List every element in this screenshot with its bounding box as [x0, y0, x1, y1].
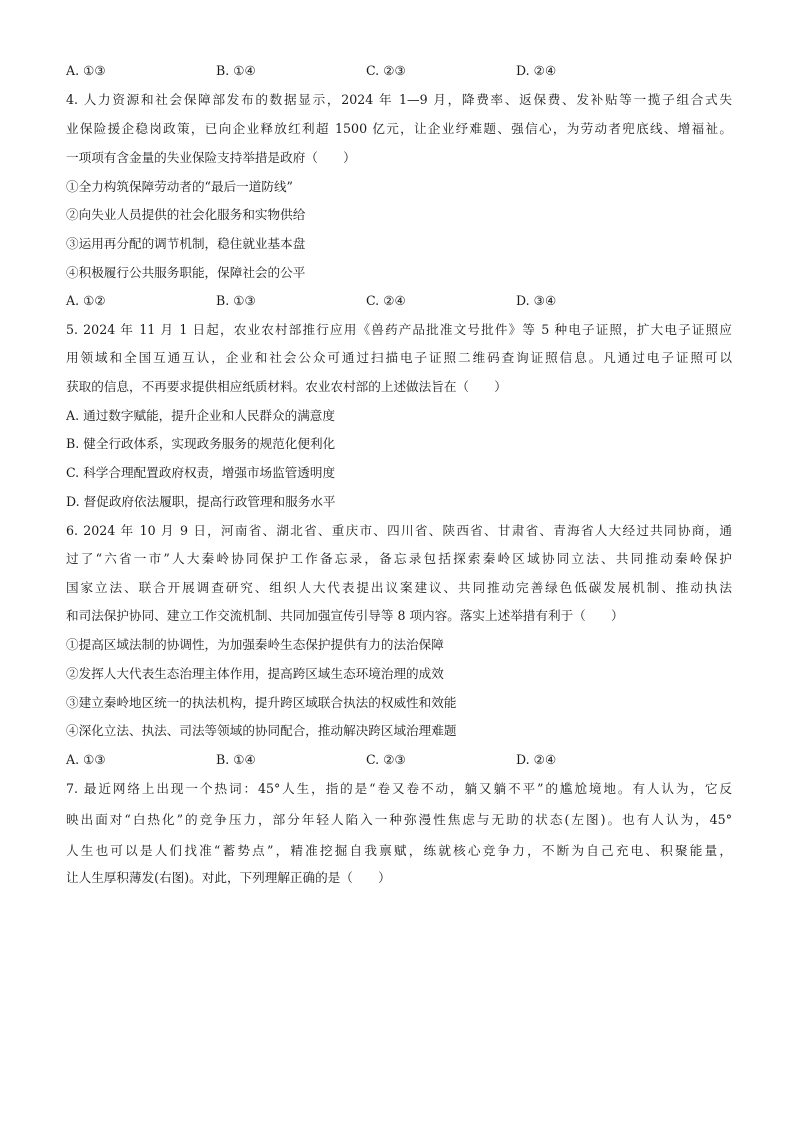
q6-option-a: A. ①③: [66, 752, 106, 767]
q3-option-b: B. ①④: [216, 63, 256, 78]
q3-option-a: A. ①③: [66, 63, 106, 78]
q7-stem-line-1: 7. 最近网络上出现一个热词：45°人生，指的是“卷又卷不动，躺又躺不平”的尴尬境地。有人认为，它反: [66, 781, 732, 796]
q7-stem-line-4: 让人生厚积薄发(右图)。对此，下列理解正确的是（ ）: [66, 870, 391, 885]
q4-stem-line-3: 一项项有含金量的失业保险支持举措是政府（ ）: [66, 150, 356, 165]
q4-statement-1: ①全力构筑保障劳动者的“最后一道防线”: [66, 179, 293, 194]
q5-stem-line-1: 5. 2024 年 11 月 1 日起，农业农村部推行应用《兽药产品批准文号批件》等 5 种电子证照，扩大电子证照应: [66, 322, 732, 337]
q4-option-d: D. ③④: [516, 293, 557, 308]
q4-statement-4: ④积极履行公共服务职能，保障社会的公平: [66, 265, 306, 280]
q4-options: [66, 291, 732, 311]
q5-stem-line-2: 用领域和全国互通互认，企业和社会公众可通过扫描电子证照二维码查询证照信息。凡通过电子证照可以: [66, 350, 732, 365]
q6-statement-4: ④深化立法、执法、司法等领域的协同配合，推动解决跨区域治理难题: [66, 723, 457, 738]
q6-statement-3: ③建立秦岭地区统一的执法机构，提升跨区域联合执法的权威性和效能: [66, 695, 457, 710]
q5-choice-d: D. 督促政府依法履职，提高行政管理和服务水平: [66, 494, 336, 509]
q6-stem-line-3: 国家立法、联合开展调查研究、组织人大代表提出议案建议、共同推动完善绿色低碳发展机制、推动执法: [66, 580, 732, 595]
q6-statement-1: ①提高区域法制的协调性，为加强秦岭生态保护提供有力的法治保障: [66, 637, 444, 652]
q6-options: [66, 750, 732, 770]
q4-stem-line-2: 业保险援企稳岗政策，已向企业释放红利超 1500 亿元，让企业纾难题、强信心，为劳动者兜底线、增福祉。: [66, 121, 732, 136]
q5-choice-a: A. 通过数字赋能，提升企业和人民群众的满意度: [66, 408, 335, 423]
q3-option-c: C. ②③: [366, 63, 406, 78]
q4-stem-line-1: 4. 人力资源和社会保障部发布的数据显示，2024 年 1—9 月，降费率、返保费、发补贴等一揽子组合式失: [66, 92, 732, 107]
q5-stem-line-3: 获取的信息，不再要求提供相应纸质材料。农业农村部的上述做法旨在（ ）: [66, 379, 507, 394]
q6-option-b: B. ①④: [216, 752, 256, 767]
q5-choice-c: C. 科学合理配置政府权责，增强市场监管透明度: [66, 465, 336, 480]
q6-stem-line-1: 6. 2024 年 10 月 9 日，河南省、湖北省、重庆市、四川省、陕西省、甘肃省、青海省人大经过共同协商，通: [66, 523, 732, 538]
q6-stem-line-4: 和司法保护协同、建立工作交流机制、共同加强宣传引导等 8 项内容。落实上述举措有利于（ ）: [66, 608, 624, 623]
q4-option-b: B. ①③: [216, 293, 256, 308]
q3-option-d: D. ②④: [516, 63, 557, 78]
q3-options: [66, 61, 732, 81]
q6-option-c: C. ②③: [366, 752, 406, 767]
q4-statement-3: ③运用再分配的调节机制，稳住就业基本盘: [66, 236, 306, 251]
q4-option-c: C. ②④: [366, 293, 406, 308]
q5-choice-b: B. 健全行政体系，实现政务服务的规范化便利化: [66, 436, 336, 451]
q4-statement-2: ②向失业人员提供的社会化服务和实物供给: [66, 207, 306, 222]
q6-stem-line-2: 过了“六省一市”人大秦岭协同保护工作备忘录，备忘录包括探索秦岭区域协同立法、共同推动秦岭保护: [66, 551, 732, 566]
q4-option-a: A. ①②: [66, 293, 106, 308]
q7-stem-line-2: 映出面对“白热化”的竞争压力，部分年轻人陷入一种弥漫性焦虑与无助的状态(左图)。也有人认为，45°: [66, 812, 732, 827]
q6-option-d: D. ②④: [516, 752, 557, 767]
q7-stem-line-3: 人生也可以是人们找准“蓄势点”，精准挖掘自我禀赋，练就核心竞争力，不断为自己充电、积聚能量，: [66, 843, 732, 858]
q6-statement-2: ②发挥人大代表生态治理主体作用，提高跨区域生态环境治理的成效: [66, 666, 444, 681]
